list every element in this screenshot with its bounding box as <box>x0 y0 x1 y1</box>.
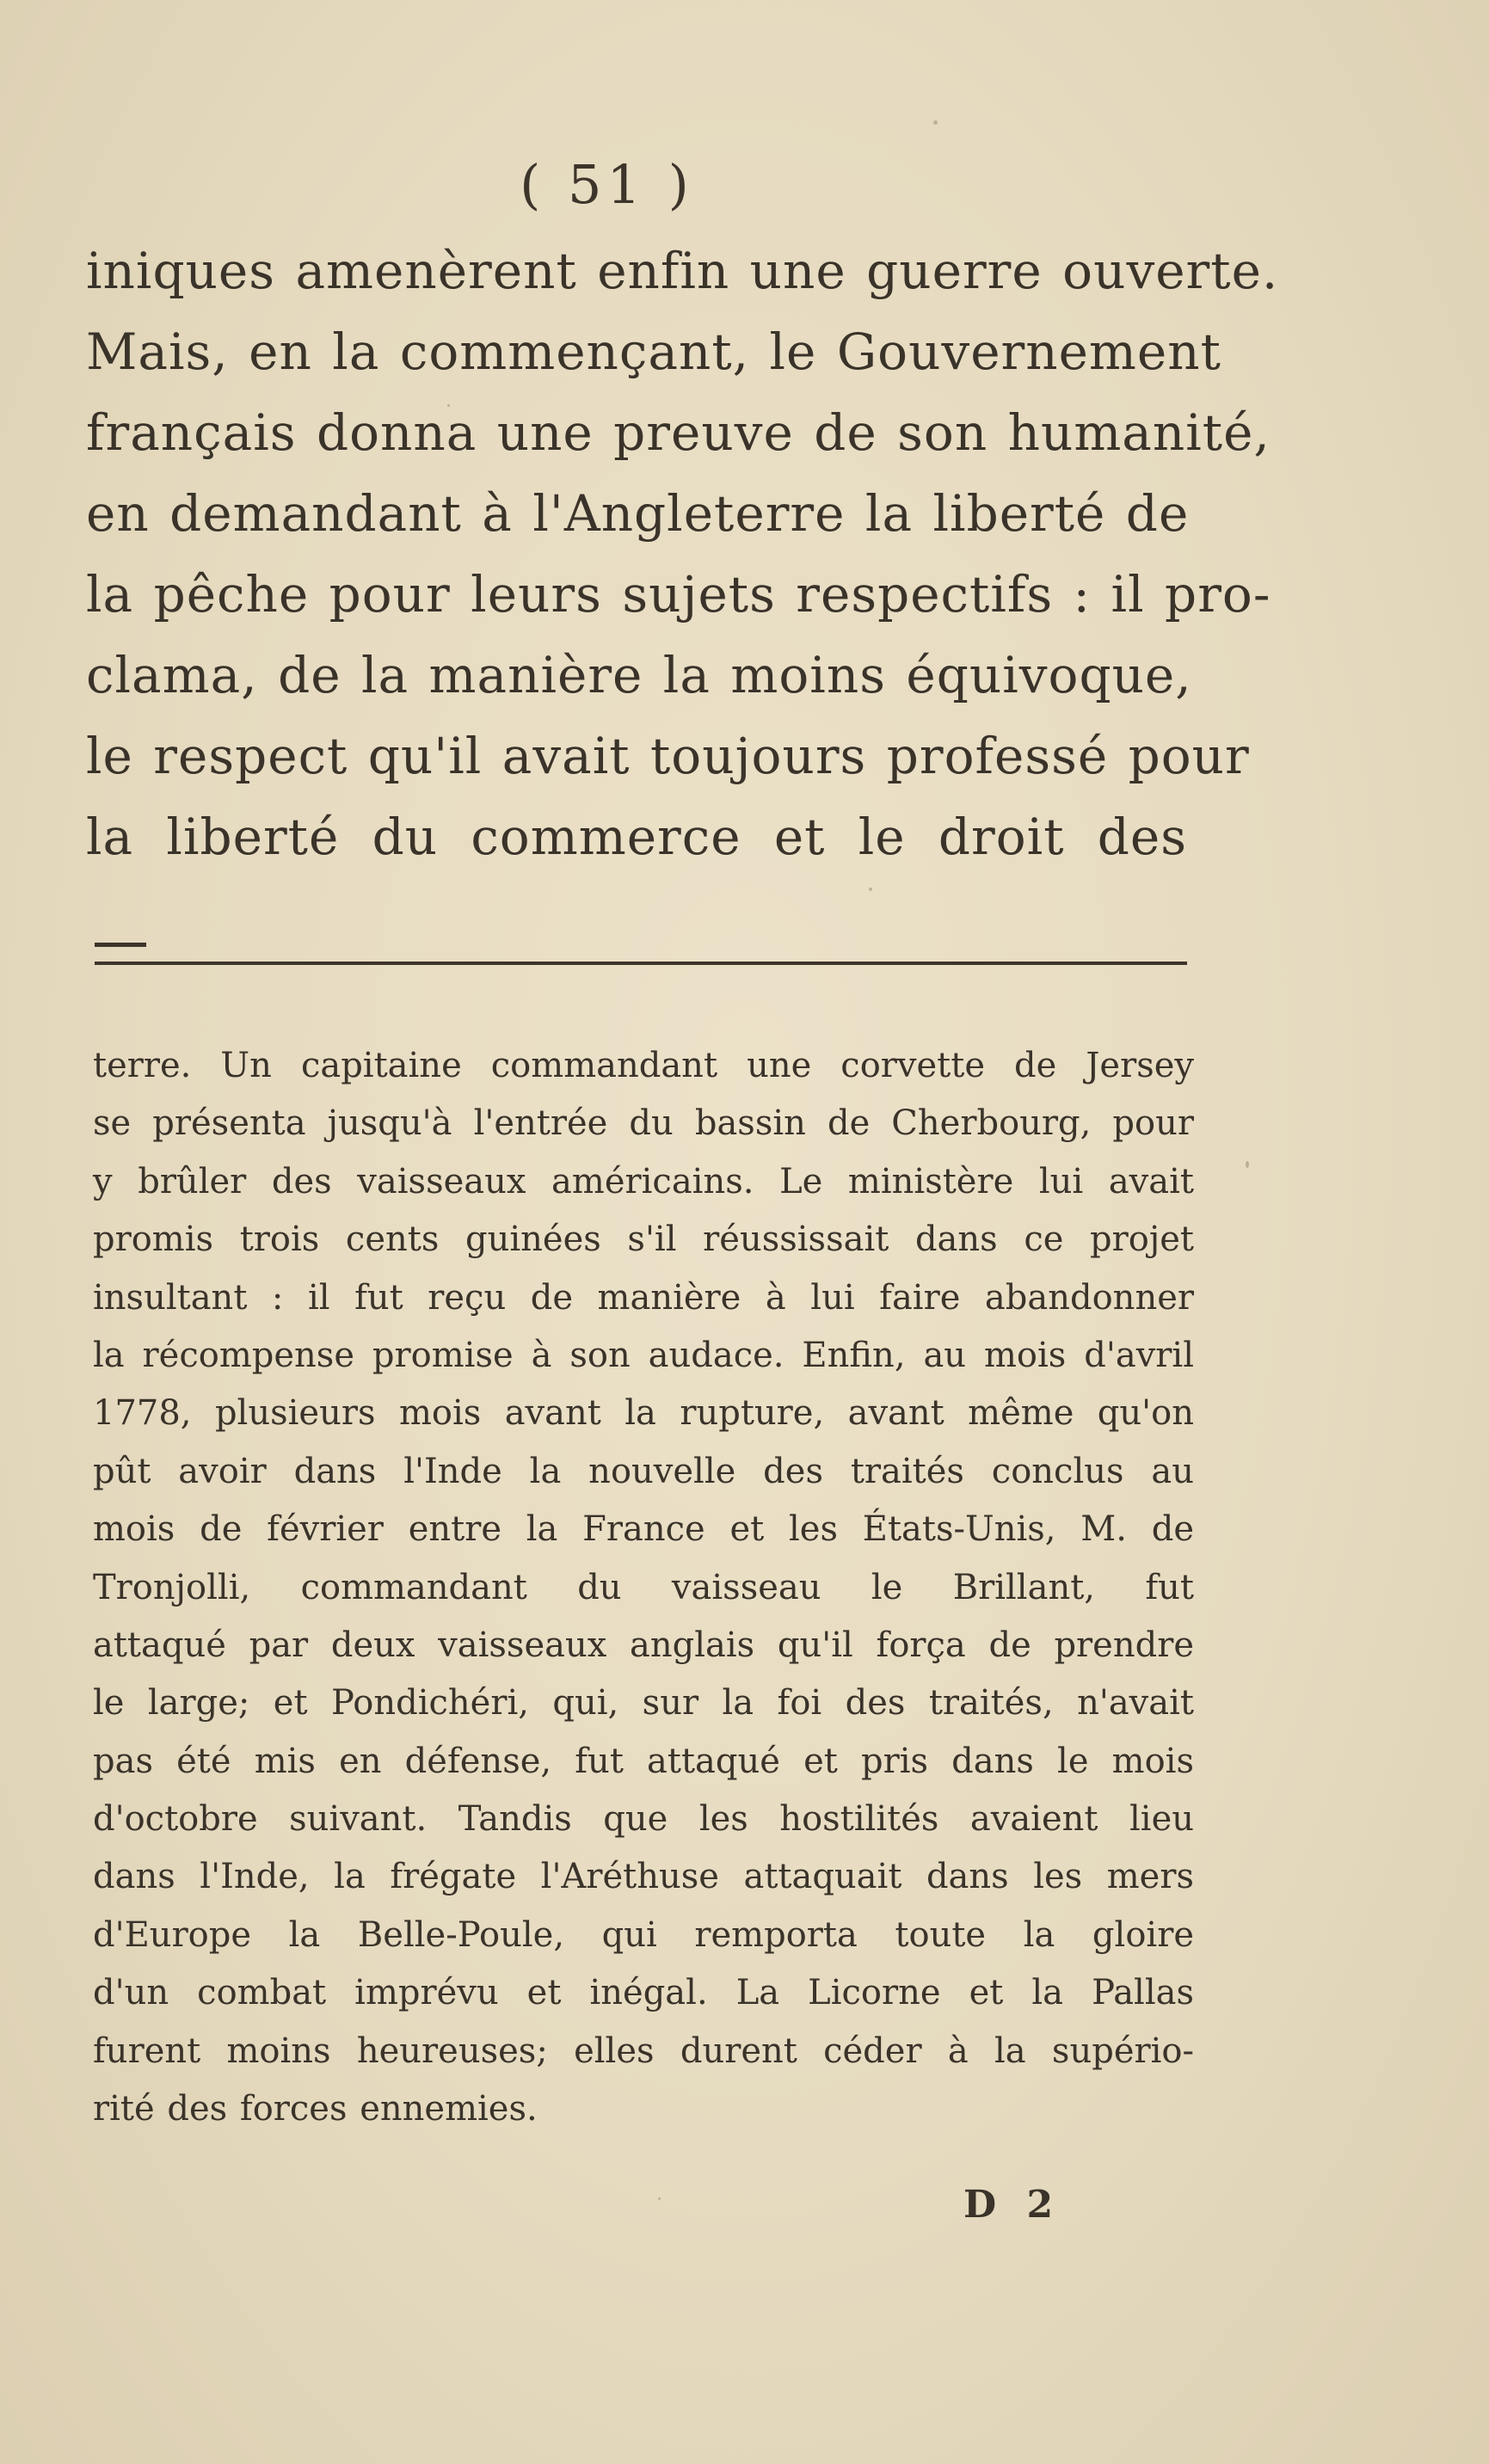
footnote-line: d'un combat imprévu et inégal. La Licorne et la Pallas <box>93 1973 1194 2013</box>
paper-speck <box>933 120 938 125</box>
body-line: la pêche pour leurs sujets respectifs : il pro- <box>86 565 1271 624</box>
footnote-line: la récompense promise à son audace. Enfin, au mois d'avril <box>93 1335 1194 1375</box>
page-number: ( 51 ) <box>520 153 694 216</box>
footnote-line: attaqué par deux vaisseaux anglais qu'il força de prendre <box>93 1625 1194 1665</box>
footnote-line: d'Europe la Belle-Poule, qui remporta toute la gloire <box>93 1914 1194 1955</box>
paper-speck <box>658 2197 661 2200</box>
main-body-text <box>86 230 1279 877</box>
body-line: en demandant à l'Angleterre la liberté de <box>86 484 1190 543</box>
footnote-separator-rule <box>95 962 1187 965</box>
footnote-line: rité des forces ennemies. <box>93 2089 538 2129</box>
footnote-line: dans l'Inde, la frégate l'Aréthuse attaquait dans les mers <box>93 1857 1194 1897</box>
footnote-line: se présenta jusqu'à l'entrée du bassin de Cherbourg, pour <box>93 1103 1194 1144</box>
footnote-rule-start <box>95 943 146 947</box>
footnote-text <box>93 1037 1194 2138</box>
body-line: clama, de la manière la moins équivoque, <box>86 646 1192 704</box>
body-line: Mais, en la commençant, le Gouvernement <box>86 323 1221 381</box>
body-line: iniques amenèrent enfin une guerre ouverte. <box>86 242 1279 300</box>
footnote-line: d'octobre suivant. Tandis que les hostilités avaient lieu <box>93 1799 1194 1840</box>
footnote-line: Tronjolli, commandant du vaisseau le Brillant, fut <box>93 1567 1194 1607</box>
footnote-line: y brûler des vaisseaux américains. Le ministère lui avait <box>93 1161 1194 1201</box>
body-line: le respect qu'il avait toujours professé pour <box>86 727 1250 785</box>
paper-speck <box>869 888 872 891</box>
footnote-line: furent moins heureuses; elles durent céder à la supério- <box>93 2031 1194 2071</box>
footnote-line: promis trois cents guinées s'il réussissait dans ce projet <box>93 1220 1194 1260</box>
footnote-line: mois de février entre la France et les États-Unis, M. de <box>93 1509 1194 1550</box>
body-line: la liberté du commerce et le droit des <box>86 808 1187 866</box>
body-line: français donna une preuve de son humanité, <box>86 403 1271 462</box>
paper-speck <box>1246 1161 1249 1168</box>
footnote-line: insultant : il fut reçu de manière à lui faire abandonner <box>93 1277 1194 1318</box>
footnote-line: pas été mis en défense, fut attaqué et pris dans le mois <box>93 1741 1194 1781</box>
footnote-line: le large; et Pondichéri, qui, sur la foi des traités, n'avait <box>93 1683 1194 1724</box>
footnote-line: pût avoir dans l'Inde la nouvelle des traités conclus au <box>93 1451 1194 1491</box>
signature-mark: D 2 <box>963 2183 1062 2227</box>
footnote-line: terre. Un capitaine commandant une corvette de Jersey <box>93 1046 1194 1085</box>
footnote-line: 1778, plusieurs mois avant la rupture, avant même qu'on <box>93 1393 1194 1434</box>
